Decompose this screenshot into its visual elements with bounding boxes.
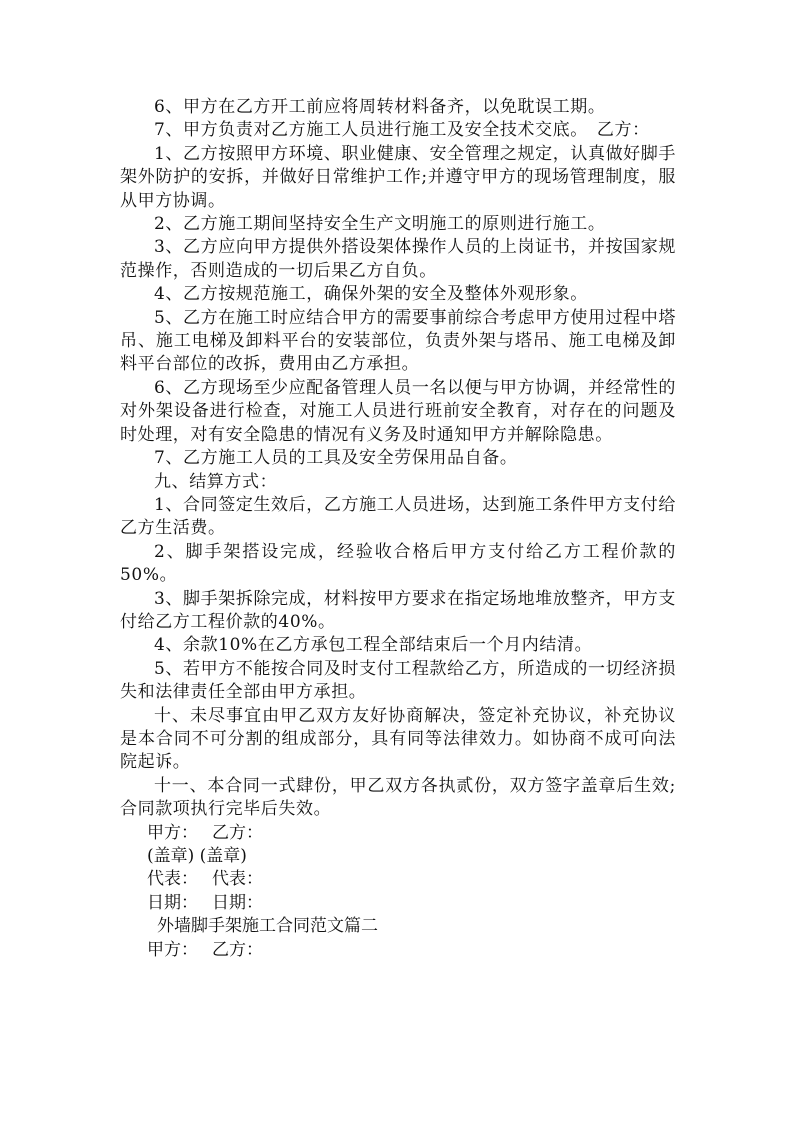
paragraph: 1、合同签定生效后，乙方施工人员进场，达到施工条件甲方支付给乙方生活费。: [120, 494, 676, 539]
paragraph: 5、乙方在施工时应结合甲方的需要事前综合考虑甲方使用过程中塔吊、施工电梯及卸料平台的安装部位，负责外架与塔吊、施工电梯及卸料平台部位的改拆，费用由乙方承担。: [120, 307, 676, 375]
signature-seal-line: [120, 845, 676, 868]
paragraph: 十一、本合同一式肆份，甲乙双方各执贰份，双方签字盖章后生效;合同款项执行完毕后失效。: [120, 775, 676, 820]
paragraph: 3、乙方应向甲方提供外搭设架体操作人员的上岗证书，并按国家规范操作，否则造成的一切后果乙方自负。: [120, 237, 676, 281]
signature-representative-line: [120, 868, 676, 891]
paragraph: 6、乙方现场至少应配备管理人员一名以便与甲方协调，并经常性的对外架设备进行检查，对施工人员进行班前安全教育，对存在的问题及时处理，对有安全隐患的情况有义务及时通知甲方并解除隐患。: [120, 377, 676, 445]
seal-a-label: (盖章): [147, 846, 195, 866]
paragraph: 3、脚手架拆除完成，材料按甲方要求在指定场地堆放整齐，甲方支付给乙方工程价款的40%。: [120, 588, 676, 632]
representative-b-label: 代表：: [212, 869, 263, 890]
signature-date-line: [120, 892, 676, 915]
paragraph: 2、脚手架搭设完成，经验收合格后甲方支付给乙方工程价款的50%。: [120, 541, 676, 586]
paragraph: 7、甲方负责对乙方施工人员进行施工及安全技术交底。 乙方：: [154, 120, 650, 141]
section-heading: 九、结算方式：: [154, 471, 278, 492]
seal-b-label: (盖章): [199, 846, 247, 866]
contract-body: [120, 96, 676, 962]
party-b-label: 乙方：: [212, 822, 263, 843]
paragraph: 5、若甲方不能按合同及时支付工程款给乙方，所造成的一切经济损失和法律责任全部由甲方承担。: [120, 658, 676, 703]
second-contract-title: 外墙脚手架施工合同范文篇二: [157, 916, 378, 937]
party-a-label: 甲方：: [147, 822, 198, 843]
paragraph: 6、甲方在乙方开工前应将周转材料备齐，以免耽误工期。: [154, 97, 606, 117]
signature-parties-line: [120, 822, 676, 845]
paragraph: 4、余款10%在乙方承包工程全部结束后一个月内结清。: [154, 635, 593, 656]
date-b-label: 日期：: [212, 892, 263, 913]
representative-a-label: 代表：: [147, 869, 198, 890]
second-party-a-label: 甲方：: [147, 939, 198, 960]
second-contract-parties-line: [120, 939, 676, 962]
paragraph: 十、未尽事宜由甲乙双方友好协商解决，签定补充协议，补充协议是本合同不可分割的组成部分，具有同等法律效力。如协商不成可向法院起诉。: [120, 705, 676, 773]
paragraph: 1、乙方按照甲方环境、职业健康、安全管理之规定，认真做好脚手架外防护的安拆，并做好日常维护工作;并遵守甲方的现场管理制度，服从甲方协调。: [120, 143, 676, 211]
paragraph: 4、乙方按规范施工，确保外架的安全及整体外观形象。: [154, 284, 588, 305]
paragraph: 2、乙方施工期间坚持安全生产文明施工的原则进行施工。: [154, 214, 606, 235]
paragraph: 7、乙方施工人员的工具及安全劳保用品自备。: [154, 448, 518, 469]
date-a-label: 日期：: [147, 892, 198, 913]
second-party-b-label: 乙方：: [212, 939, 263, 960]
